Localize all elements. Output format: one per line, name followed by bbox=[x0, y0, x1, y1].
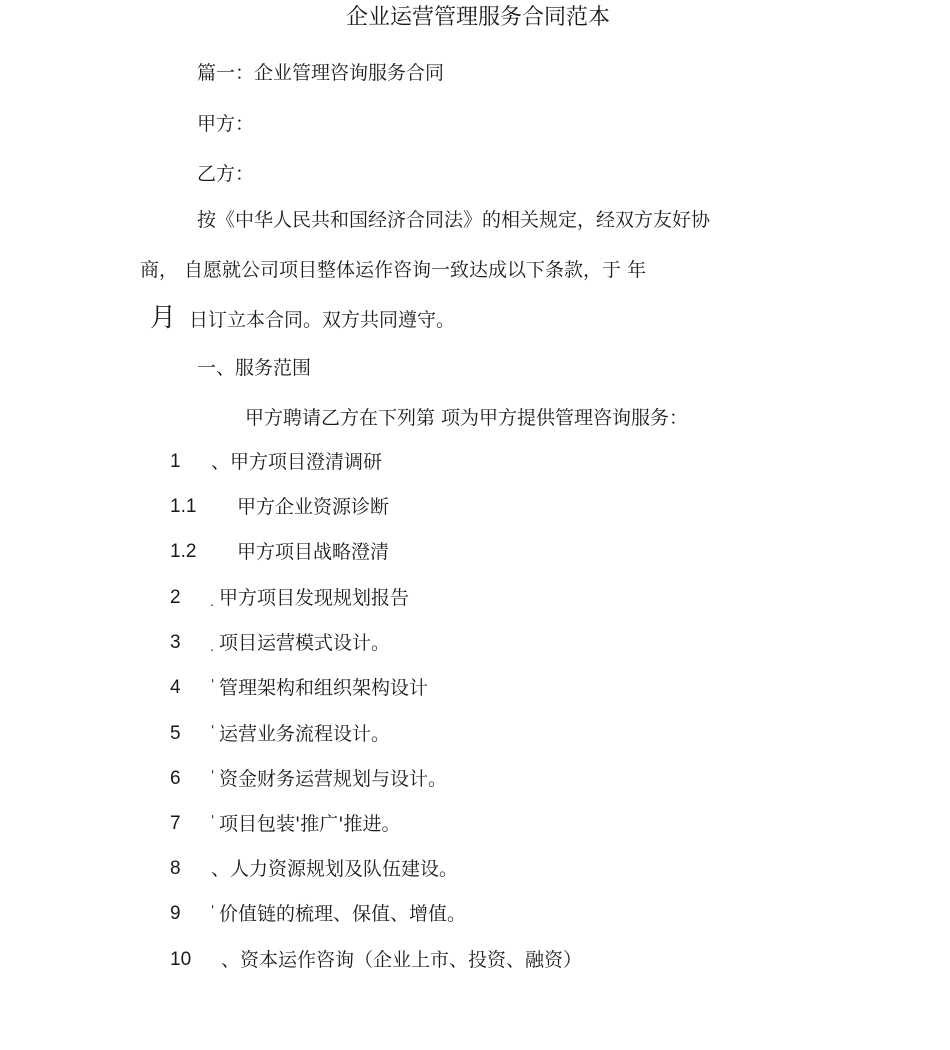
list-item-number: 2 bbox=[170, 587, 181, 608]
list-item-marker: ' bbox=[211, 768, 215, 782]
intro-paragraph-line-1: 按《中华人民共和国经济合同法》的相关规定，经双方友好协 bbox=[197, 209, 711, 231]
intro-paragraph-line-2: 商， 自愿就公司项目整体运作咨询一致达成以下条款，于 年 bbox=[140, 259, 647, 281]
list-item-number: 1.1 bbox=[170, 496, 197, 517]
list-item-text: 价值链的梳理、保值、增值。 bbox=[219, 903, 467, 925]
list-item-number: 3 bbox=[170, 632, 181, 653]
list-item-text: 资金财务运营规划与设计。 bbox=[219, 768, 448, 790]
list-item-number: 7 bbox=[170, 813, 181, 834]
document-title: 企业运营管理服务合同范本 bbox=[345, 5, 610, 30]
list-item-text: 项目包装'推广'推进。 bbox=[219, 813, 401, 835]
list-item-marker: . bbox=[210, 640, 214, 654]
list-item-text: 、甲方项目澄清调研 bbox=[211, 451, 383, 473]
party-b-label: 乙方： bbox=[197, 163, 255, 185]
list-item-number: 1.2 bbox=[170, 541, 197, 562]
list-item-text: 甲方项目战略澄清 bbox=[237, 541, 390, 563]
list-item-number: 10 bbox=[170, 949, 192, 970]
list-item-number: 4 bbox=[170, 677, 181, 698]
list-item-text: 、人力资源规划及队伍建设。 bbox=[211, 858, 459, 880]
list-item-text: 、资本运作咨询（企业上市、投资、融资） bbox=[221, 949, 583, 971]
list-item-number: 1 bbox=[170, 451, 181, 472]
list-item-marker: ' bbox=[211, 813, 215, 827]
intro-paragraph-line-3: 日订立本合同。双方共同遵守。 bbox=[189, 309, 456, 331]
list-item-number: 9 bbox=[170, 903, 181, 924]
list-item-number: 6 bbox=[170, 768, 181, 789]
list-item-number: 5 bbox=[170, 723, 181, 744]
list-item-marker: ' bbox=[211, 677, 215, 691]
list-item-text: 管理架构和组织架构设计 bbox=[219, 677, 429, 699]
party-a-label: 甲方： bbox=[197, 113, 255, 135]
list-item-text: 运营业务流程设计。 bbox=[219, 723, 391, 745]
list-item-number: 8 bbox=[170, 858, 181, 879]
list-item-marker: . bbox=[210, 595, 214, 609]
list-item-marker: ' bbox=[211, 903, 215, 917]
intro-month-label: 月 bbox=[150, 303, 177, 333]
list-item-text: 项目运营模式设计。 bbox=[219, 632, 391, 654]
section-1-lead: 甲方聘请乙方在下列第 项为甲方提供管理咨询服务： bbox=[245, 407, 689, 429]
list-item-marker: ' bbox=[211, 723, 215, 737]
document-subtitle: 篇一：企业管理咨询服务合同 bbox=[197, 62, 445, 84]
section-1-heading: 一、服务范围 bbox=[197, 357, 312, 379]
list-item-text: 甲方项目发现规划报告 bbox=[219, 587, 410, 609]
list-item-text: 甲方企业资源诊断 bbox=[237, 496, 390, 518]
